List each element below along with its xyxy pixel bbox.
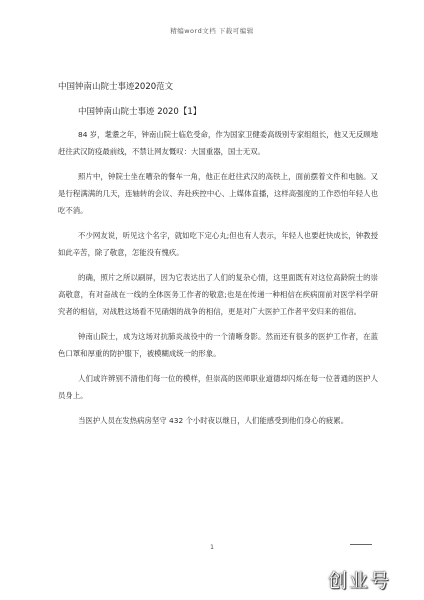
- paragraph-4: 的确，照片之所以刷屏，因为它表达出了人们的复杂心情，这里面既有对这位高龄院士的崇高敬意，有对奋战在一线的全体医务工作者的敬意;也是在传递一种相信在疾病面前对医学科学研究者的相信，对战胜这场看不见硝烟的战争的相信，更是对广大医护工作者平安归来的祖信。: [58, 273, 378, 316]
- paragraph-7: 当医护人员在发热病房坚守 432 个小时夜以继日，人们能感受到他们身心的疲累。: [78, 416, 349, 425]
- paragraph-6: 人们或许辨别不清他们每一位的模样，但崇高的医师职业道德却闪烁在每一位普通的医护人员身上。: [58, 374, 378, 400]
- paragraph-1: 84 岁，耄耋之年，钟南山院士临危受命，作为国家卫健委高级别专家组组长，他又无反顾地赶往武汉防疫最前线，不禁让网友慨叹：大国重器，国士无双。: [58, 130, 378, 156]
- header-note: 精编word文档 下载可编辑: [170, 27, 254, 35]
- page-number: 1: [210, 544, 214, 551]
- body-text: [58, 126, 378, 437]
- paragraph-3: 不少网友说，听见这个名字，就如吃下定心丸;但也有人表示，年轻人也要赶快成长，钟教授如此辛苦，除了敬意，怎能没有愧疚。: [58, 231, 378, 257]
- watermark: 创业号: [328, 570, 392, 592]
- section-title: 中国钟南山院士事迹 2020【1】: [78, 107, 202, 117]
- paragraph-2: 照片中，钟院士坐在嘈杂的餐车一角，他正在赶往武汉的高铁上，面前摆着文件和电脑。又是行程满满的几天，连轴转的会议、奔赴疾控中心、上媒体直播，这样高强度的工作恐怕年轻人也吃不消。: [58, 172, 378, 215]
- footer-rule: [350, 544, 372, 545]
- document-title: 中国钟南山院士事迹2020范文: [58, 82, 174, 92]
- paragraph-5: 钟南山院士，成为这场对抗肺炎战役中的一个清晰身影。然而还有很多的医护工作者，在蓝色口罩和厚重的防护服下，被模糊成统一的形象。: [58, 332, 378, 358]
